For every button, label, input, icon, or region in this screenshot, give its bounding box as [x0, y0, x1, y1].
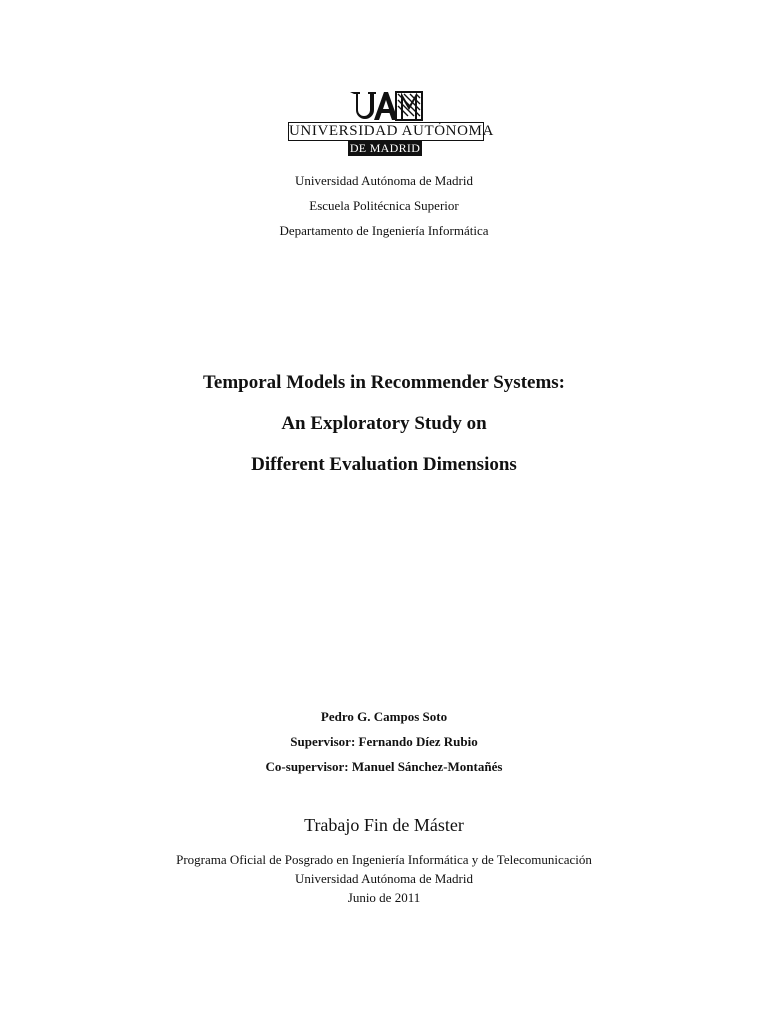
author-block: [0, 704, 768, 779]
logo-de-madrid-band: DE MADRID: [349, 141, 421, 155]
title-line-3: Different Evaluation Dimensions: [251, 454, 517, 475]
institution-department: Departamento de Ingeniería Informática: [279, 223, 489, 238]
institution-university: Universidad Autónoma de Madrid: [295, 173, 473, 188]
co-supervisor-name: Co-supervisor: Manuel Sánchez-Montañés: [265, 759, 503, 774]
program-block: [0, 850, 768, 907]
program-university: Universidad Autónoma de Madrid: [295, 871, 473, 886]
thesis-title: [0, 362, 768, 485]
supervisor-name: Supervisor: Fernando Díez Rubio: [290, 734, 478, 749]
uam-logo-mark: [348, 90, 426, 122]
logo-university-name: UNIVERSIDAD AUTÓNOMA: [289, 123, 494, 139]
institution-block: [0, 168, 768, 243]
author-name: Pedro G. Campos Soto: [320, 709, 448, 724]
thesis-date: Junio de 2011: [347, 890, 421, 905]
title-line-2: An Exploratory Study on: [281, 413, 487, 434]
institution-school: Escuela Politécnica Superior: [309, 198, 459, 213]
university-logo: [288, 90, 494, 158]
title-line-1: Temporal Models in Recommender Systems:: [202, 372, 566, 393]
degree-type: Trabajo Fin de Máster: [304, 815, 464, 835]
program-name: Programa Oficial de Posgrado en Ingeniería Informática y de Telecomunicación: [176, 852, 592, 867]
